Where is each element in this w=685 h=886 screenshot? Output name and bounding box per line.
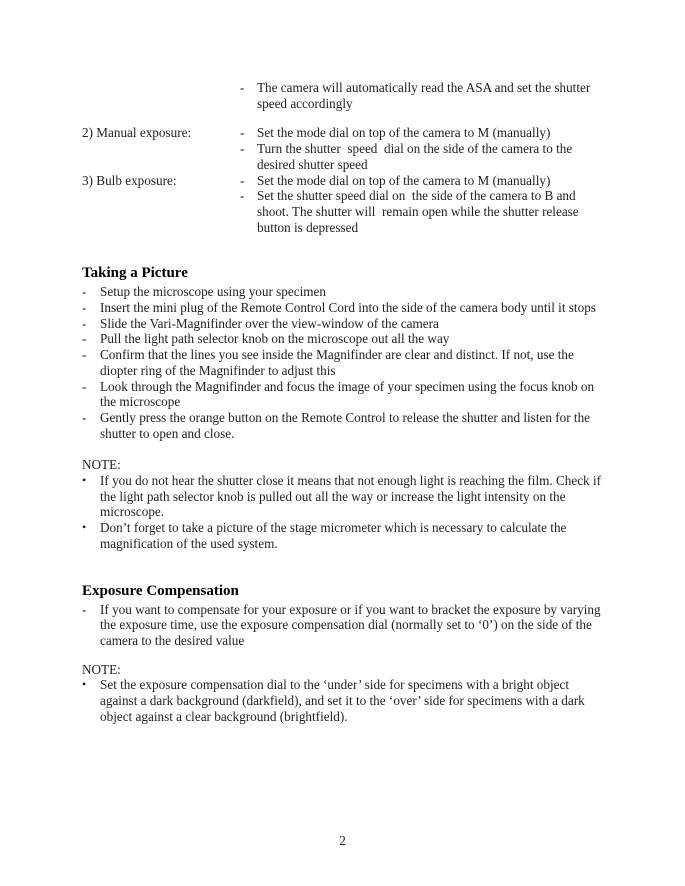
note-item-text: If you do not hear the shutter close it means that not enough light is reaching the film. Check if the light path selector knob is pulled out all the way or increase the light intensity on the microscope. <box>100 473 605 520</box>
dash-marker: - <box>240 188 245 204</box>
list-item-text: Pull the light path selector knob on the microscope out all the way <box>100 331 450 347</box>
list-item-text: Gently press the orange button on the Remote Control to release the shutter and listen for the shutter to open and close. <box>100 409 594 441</box>
dash-marker: - <box>82 347 87 363</box>
section-heading-exposure-compensation: Exposure Compensation <box>82 582 239 599</box>
list-item-text: Setup the microscope using your specimen <box>100 284 326 300</box>
list-item-text: Set the mode dial on top of the camera to M (manually) <box>257 172 551 188</box>
list-item <box>82 331 606 347</box>
note-item-text: Don’t forget to take a picture of the stage micrometer which is necessary to calculate the magnification of the used system. <box>100 520 570 551</box>
note-item <box>82 520 606 551</box>
list-item <box>82 316 606 332</box>
list-item <box>82 347 606 378</box>
list-item-text: The camera will automatically read the ASA and set the shutter speed accordingly <box>257 80 594 111</box>
exposure-mode-row <box>82 173 606 236</box>
list-item <box>240 173 606 189</box>
list-item-text: Confirm that the lines you see inside the Magnifinder are clear and distinct. If not, use the diopter ring of the Magnifinder to adjust this <box>100 347 578 378</box>
note-item-text: Set the exposure compensation dial to the ‘under’ side for specimens with a bright object against a dark background (darkfield), and set it to the ‘over’ side for specimens with a dark object against a clear background (brightfield). <box>100 677 589 724</box>
list-item <box>82 410 606 441</box>
page-content <box>82 80 606 725</box>
list-item <box>82 379 606 410</box>
note-item <box>82 677 606 724</box>
dash-marker: - <box>82 601 87 617</box>
bullet-marker: • <box>82 677 87 692</box>
exposure-mode-label <box>82 80 240 111</box>
list-item <box>240 141 606 172</box>
taking-a-picture-list <box>82 284 606 441</box>
list-item <box>240 188 606 235</box>
note-label: NOTE: <box>82 457 121 473</box>
dash-marker: - <box>240 125 245 141</box>
dash-marker: - <box>82 331 87 347</box>
exposure-mode-items <box>240 173 606 236</box>
dash-marker: - <box>240 172 245 188</box>
list-item-text: Insert the mini plug of the Remote Control Cord into the side of the camera body until it stops <box>100 300 596 316</box>
list-item-text: Look through the Magnifinder and focus the image of your specimen using the focus knob on the microscope <box>100 378 598 410</box>
list-item-text: Turn the shutter speed dial on the side of the camera to the desired shutter speed <box>257 141 576 172</box>
list-item-text: Set the shutter speed dial on the side of the camera to B and shoot. The shutter will remain open while the shutter release button is depressed <box>257 188 582 235</box>
list-item <box>240 80 606 111</box>
list-item <box>82 602 606 649</box>
exposure-mode-row <box>82 125 606 172</box>
exposure-mode-row <box>82 80 606 111</box>
dash-marker: - <box>240 80 245 95</box>
list-item-text: Set the mode dial on top of the camera to M (manually) <box>257 125 551 141</box>
dash-marker: - <box>240 141 245 157</box>
exposure-compensation-list <box>82 602 606 649</box>
dash-marker: - <box>82 300 87 316</box>
dash-marker: - <box>82 284 87 300</box>
note-label: NOTE: <box>82 661 121 677</box>
section-heading-taking-a-picture: Taking a Picture <box>82 265 188 282</box>
list-item-text: Slide the Vari-Magnifinder over the view-window of the camera <box>100 315 439 331</box>
list-item <box>240 125 606 141</box>
note-list <box>82 473 606 552</box>
dash-marker: - <box>82 378 87 394</box>
page-number: 2 <box>339 833 346 849</box>
exposure-mode-label: 2) Manual exposure: <box>82 125 192 141</box>
exposure-mode-label: 3) Bulb exposure: <box>82 172 177 188</box>
note-item <box>82 473 606 520</box>
list-item-text: If you want to compensate for your exposure or if you want to bracket the exposure by varying the exposure time, use the exposure compensation dial (normally set to ‘0’) on the side of the camera to the desired value <box>100 601 604 648</box>
list-item <box>82 284 606 300</box>
dash-marker: - <box>82 409 87 425</box>
exposure-mode-items <box>240 125 606 172</box>
exposure-mode-items <box>240 80 606 111</box>
bullet-marker: • <box>82 473 87 488</box>
note-list <box>82 677 606 724</box>
list-item <box>82 300 606 316</box>
bullet-marker: • <box>82 520 87 535</box>
exposure-modes-table <box>82 80 606 235</box>
dash-marker: - <box>82 315 87 331</box>
